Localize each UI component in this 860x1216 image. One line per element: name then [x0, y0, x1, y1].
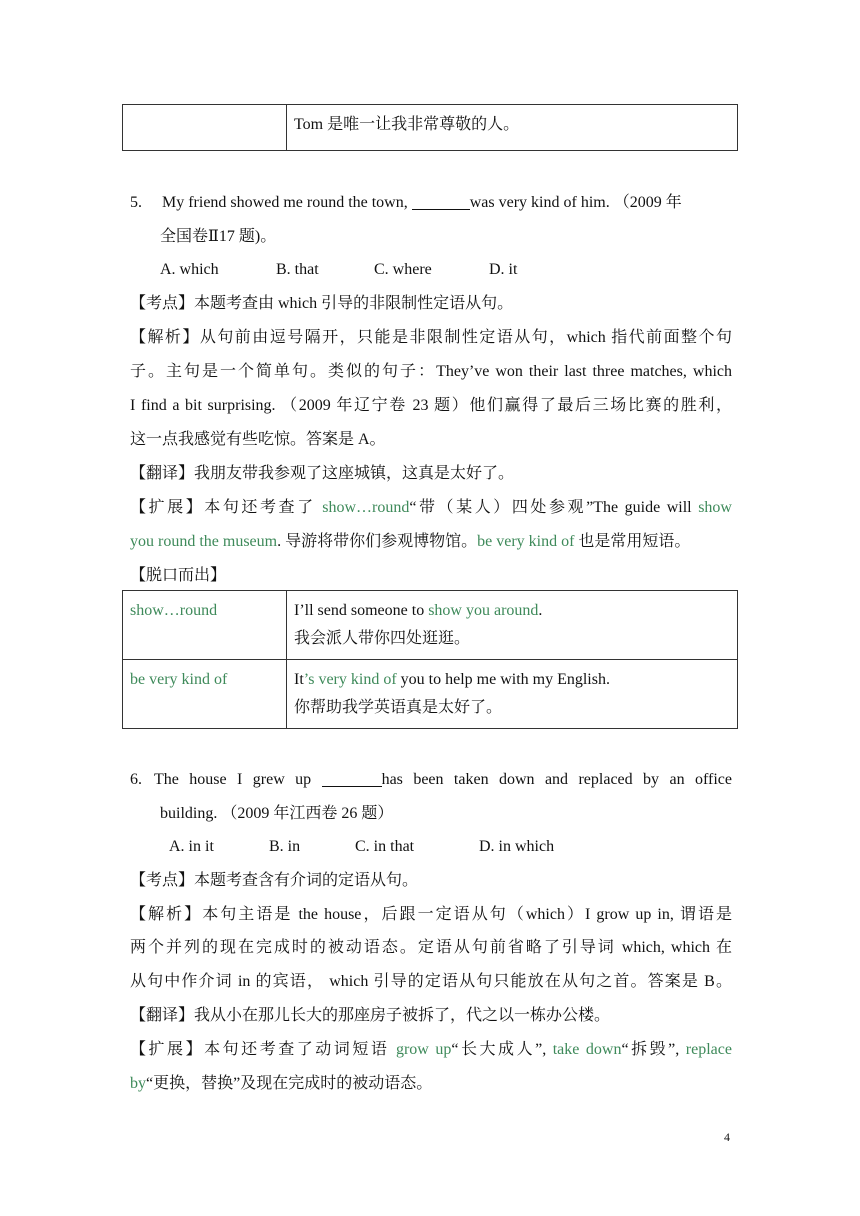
table-row: [123, 660, 738, 729]
option-b: B. in: [269, 838, 301, 855]
option-d: D. it: [489, 261, 518, 278]
table-cell-phrase: [123, 660, 287, 729]
kuozhan-phrase: take down: [552, 1041, 622, 1058]
table-cell-example: [287, 660, 738, 729]
table-row: [123, 105, 738, 151]
question-number: 6.: [130, 771, 142, 788]
q6-stem-line1: [130, 769, 732, 791]
table-cell-example: Tom 是唯一让我非常尊敬的人。: [287, 105, 738, 151]
q6-jiexi-line3: 从句中作介词 in 的宾语， which 引导的定语从句只能放在从句之首。答案是 B。: [130, 973, 732, 990]
option-d: D. in which: [479, 838, 555, 855]
q5-jiexi-line2: 子。主句是一个简单句。类似的句子：They’ve won their last three matches, which: [130, 363, 732, 380]
kuozhan-text: “更换，替换”及现在完成时的被动语态。: [146, 1075, 433, 1092]
kuozhan-text: 【扩展】本句还考查了动词短语: [130, 1041, 396, 1058]
q6-stem-line2: building. （2009 年江西卷 26 题）: [160, 805, 394, 822]
option-a: A. in it: [169, 838, 214, 855]
kuozhan-text: “长大成人”,: [451, 1041, 553, 1058]
table-cell-phrase: [123, 591, 287, 660]
example-zh: 我会派人带你四处逛逛。: [294, 630, 471, 647]
q6-jiexi-line1: 【解析】本句主语是 the house，后跟一定语从句（which）I grow up in, 谓语是: [130, 906, 732, 923]
example-text: It: [294, 671, 304, 688]
q6-options: [169, 836, 771, 858]
q5-stem-line2: 全国卷Ⅱ17 题)。: [160, 228, 277, 245]
answer-blank: [322, 770, 382, 787]
kuozhan-text: 【扩展】本句还考查了: [130, 499, 323, 516]
page-number: 4: [724, 1130, 730, 1144]
q5-jiexi-line1: 【解析】从句前由逗号隔开，只能是非限制性定语从句，which 指代前面整个句: [130, 329, 732, 346]
question-stem-text: The house I grew up: [154, 771, 322, 788]
answer-blank: [412, 193, 470, 210]
option-c: C. where: [374, 261, 432, 278]
kuozhan-phrase: be very kind of: [477, 533, 575, 550]
kuozhan-text: 也是常用短语。: [574, 533, 691, 550]
kuozhan-phrase: show…round: [322, 499, 410, 516]
example-text: I’ll send someone to: [294, 602, 429, 619]
q5-tuokou-heading: 【脱口而出】: [130, 567, 227, 584]
kuozhan-phrase: you round the museum: [130, 533, 278, 550]
q5-fanyi: 【翻译】我朋友带我参观了这座城镇，这真是太好了。: [130, 465, 515, 482]
q6-kuozhan-line1: [130, 1039, 732, 1061]
phrase-text: show…round: [130, 602, 218, 619]
kuozhan-phrase: by: [130, 1075, 146, 1092]
example-phrase: show you around: [428, 602, 539, 619]
q5-kaodian: 【考点】本题考查由 which 引导的非限制性定语从句。: [130, 295, 514, 312]
phrase-table: [122, 590, 738, 729]
kuozhan-text: . 导游将带你们参观博物馆。: [277, 533, 478, 550]
question-stem-text: has been taken down and replaced by an office: [381, 771, 732, 788]
example-zh: 你帮助我学英语真是太好了。: [294, 699, 503, 716]
example-phrase: ’s very kind of: [303, 671, 397, 688]
question-number: 5.: [130, 194, 142, 211]
example-text: .: [538, 602, 543, 619]
kuozhan-phrase: replace: [685, 1041, 732, 1058]
table-cell-phrase: [123, 105, 287, 151]
q5-jiexi-line4: 这一点我感觉有些吃惊。答案是 A。: [130, 431, 386, 448]
question-stem-text: was very kind of him. （2009 年: [469, 194, 682, 211]
example-text: you to help me with my English.: [396, 671, 610, 688]
q5-stem-line1: [130, 192, 732, 214]
q6-jiexi-line2: 两个并列的现在完成时的被动语态。定语从句前省略了引导词 which, which 在: [130, 939, 732, 956]
example-en: [294, 597, 730, 625]
q5-kuozhan-line2: [130, 531, 732, 553]
q5-options: [160, 259, 762, 281]
example-en: [294, 666, 730, 694]
option-c: C. in that: [355, 838, 415, 855]
question-stem-text: My friend showed me round the town,: [162, 194, 412, 211]
table-row: [123, 591, 738, 660]
kuozhan-phrase: show: [698, 499, 732, 516]
table-cell-example: [287, 591, 738, 660]
q5-kuozhan-line1: [130, 497, 732, 519]
option-a: A. which: [160, 261, 219, 278]
kuozhan-text: “带（某人）四处参观”The guide will: [409, 499, 699, 516]
top-table: [122, 104, 738, 151]
q6-kaodian: 【考点】本题考查含有介词的定语从句。: [130, 872, 419, 889]
kuozhan-text: “拆毁”,: [621, 1041, 686, 1058]
q6-kuozhan-line2: [130, 1073, 732, 1095]
phrase-text: be very kind of: [130, 671, 228, 688]
q5-jiexi-line3: I find a bit surprising. （2009 年辽宁卷 23 题）他们赢得了最后三场比赛的胜利，: [130, 397, 732, 414]
q6-fanyi: 【翻译】我从小在那儿长大的那座房子被拆了，代之以一栋办公楼。: [130, 1007, 611, 1024]
kuozhan-phrase: grow up: [395, 1041, 452, 1058]
option-b: B. that: [276, 261, 319, 278]
